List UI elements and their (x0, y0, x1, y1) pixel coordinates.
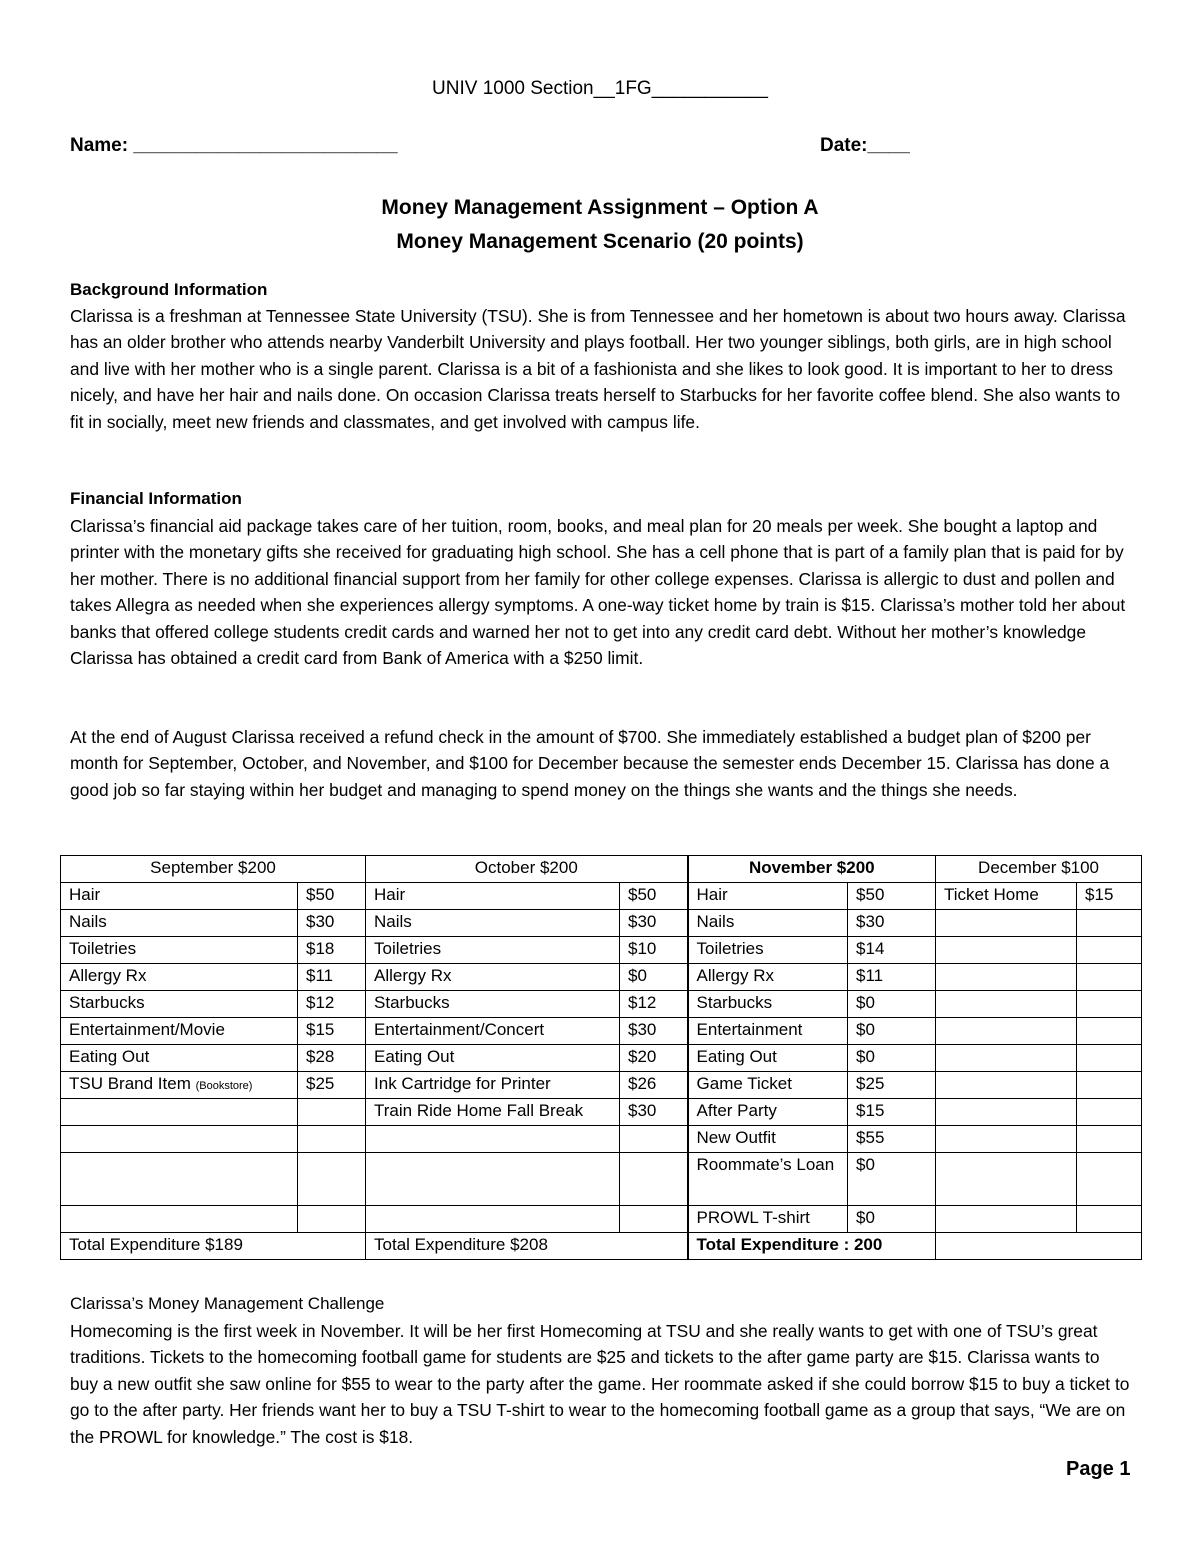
page-number: Page 1 (1066, 1458, 1131, 1480)
table-cell (1077, 1153, 1142, 1206)
table-row (61, 991, 1142, 1018)
table-cell: $20 (620, 1045, 688, 1072)
course-section-line: UNIV 1000 Section__1FG___________ (432, 78, 768, 99)
table-row (61, 1126, 1142, 1153)
table-cell: Entertainment (688, 1018, 848, 1045)
date-field-label: Date:____ (820, 135, 910, 156)
table-cell: $15 (298, 1018, 366, 1045)
table-cell (1077, 1072, 1142, 1099)
table-cell (61, 1206, 298, 1233)
table-cell: Toiletries (366, 937, 620, 964)
table-cell (1077, 1126, 1142, 1153)
table-row (61, 1072, 1142, 1099)
challenge-heading: Clarissa’s Money Management Challenge (70, 1294, 385, 1313)
table-cell (936, 1072, 1077, 1099)
table-cell: $0 (848, 1153, 936, 1206)
table-cell: $26 (620, 1072, 688, 1099)
table-cell: $30 (620, 910, 688, 937)
table-cell: $25 (298, 1072, 366, 1099)
table-cell (298, 1099, 366, 1126)
table-cell: $15 (1077, 883, 1142, 910)
table-row (61, 1153, 1142, 1206)
table-cell: New Outfit (688, 1126, 848, 1153)
table-cell: $50 (620, 883, 688, 910)
table-cell: Allergy Rx (61, 964, 298, 991)
table-cell: Ink Cartridge for Printer (366, 1072, 620, 1099)
table-cell: Allergy Rx (688, 964, 848, 991)
table-row (61, 1045, 1142, 1072)
table-cell: $12 (620, 991, 688, 1018)
total-october: Total Expenditure $208 (366, 1233, 688, 1260)
table-cell: $30 (848, 910, 936, 937)
table-cell: Toiletries (61, 937, 298, 964)
table-cell: Entertainment/Movie (61, 1018, 298, 1045)
header-december: December $100 (936, 856, 1142, 883)
table-totals-row (61, 1233, 1142, 1260)
table-cell (936, 964, 1077, 991)
table-cell: Eating Out (61, 1045, 298, 1072)
table-cell (298, 1153, 366, 1206)
table-cell: After Party (688, 1099, 848, 1126)
table-cell (298, 1126, 366, 1153)
table-cell: Roommate’s Loan (688, 1153, 848, 1206)
tsu-item-label: TSU Brand Item (69, 1074, 191, 1093)
name-field-label: Name: _________________________ (70, 135, 398, 156)
table-cell: $55 (848, 1126, 936, 1153)
table-cell: $0 (620, 964, 688, 991)
table-cell: Toiletries (688, 937, 848, 964)
table-cell (1077, 1206, 1142, 1233)
table-cell: Hair (61, 883, 298, 910)
table-cell (936, 1018, 1077, 1045)
table-cell (61, 1153, 298, 1206)
table-cell (936, 1153, 1077, 1206)
table-cell: Starbucks (61, 991, 298, 1018)
table-cell: $0 (848, 1206, 936, 1233)
table-row (61, 883, 1142, 910)
background-heading: Background Information (70, 280, 268, 299)
table-cell (1077, 937, 1142, 964)
table-row (61, 910, 1142, 937)
table-cell (936, 1099, 1077, 1126)
table-cell: $15 (848, 1099, 936, 1126)
table-cell: $11 (298, 964, 366, 991)
table-cell: PROWL T-shirt (688, 1206, 848, 1233)
table-cell: Starbucks (688, 991, 848, 1018)
table-cell: $0 (848, 1045, 936, 1072)
name-date-row (70, 135, 1130, 161)
table-cell (366, 1206, 620, 1233)
assignment-subtitle: Money Management Scenario (20 points) (396, 230, 804, 253)
table-cell (936, 991, 1077, 1018)
table-cell: Allergy Rx (366, 964, 620, 991)
table-cell (1077, 991, 1142, 1018)
table-cell (936, 1126, 1077, 1153)
table-cell: $30 (620, 1018, 688, 1045)
table-cell: Eating Out (688, 1045, 848, 1072)
table-cell: $30 (298, 910, 366, 937)
table-cell: Nails (61, 910, 298, 937)
budget-table (60, 855, 1142, 1260)
table-cell (1077, 910, 1142, 937)
financial-heading: Financial Information (70, 489, 242, 508)
tsu-item-note: (Bookstore) (195, 1080, 253, 1092)
table-cell: $30 (620, 1099, 688, 1126)
table-cell: Nails (688, 910, 848, 937)
table-row (61, 1206, 1142, 1233)
total-november: Total Expenditure : 200 (688, 1233, 936, 1260)
table-cell: $12 (298, 991, 366, 1018)
table-cell (620, 1153, 688, 1206)
table-cell: $50 (298, 883, 366, 910)
table-cell-tsu-item (61, 1072, 298, 1099)
table-row (61, 964, 1142, 991)
header-september: September $200 (61, 856, 366, 883)
table-cell (1077, 1045, 1142, 1072)
table-cell (366, 1153, 620, 1206)
table-cell: $0 (848, 1018, 936, 1045)
header-november: November $200 (688, 856, 936, 883)
background-paragraph: Clarissa is a freshman at Tennessee State University (TSU). She is from Tennessee and her hometown is about two hours away. Clarissa has an older brother who attends nearby Vanderbilt University and plays football. Her two younger siblings, both girls, are in high school and live with her mother who is a single parent. Clarissa is a bit of a fashionista and she likes to look good. It is important to her to dress nicely, and have her hair and nails done. On occasion Clarissa treats herself to Starbucks for her favorite coffee blend. She also wants to fit in socially, meet new friends and classmates, and get involved with campus life. (70, 306, 1126, 432)
refund-paragraph: At the end of August Clarissa received a refund check in the amount of $700. She immediately established a budget plan of $200 per month for September, October, and November, and $100 for December because the semester ends December 15. Clarissa has done a good job so far staying within her budget and managing to spend money on the things she wants and the things she needs. (70, 727, 1110, 800)
table-cell: $50 (848, 883, 936, 910)
table-cell (298, 1206, 366, 1233)
table-cell (366, 1126, 620, 1153)
table-row (61, 1099, 1142, 1126)
financial-paragraph: Clarissa’s financial aid package takes care of her tuition, room, books, and meal plan for 20 meals per week. She bought a laptop and printer with the monetary gifts she received for graduating high school. She has a cell phone that is part of a family plan that is paid for by her mother. There is no additional financial support from her family for other college expenses. Clarissa is allergic to dust and pollen and takes Allegra as needed when she experiences allergy symptoms. A one-way ticket home by train is $15. Clarissa’s mother told her about banks that offered college students credit cards and warned her not to get into any credit card debt. Without her mother’s knowledge Clarissa has obtained a credit card from Bank of America with a $250 limit. (70, 516, 1126, 669)
table-cell (620, 1126, 688, 1153)
total-december (936, 1233, 1142, 1260)
table-cell (936, 910, 1077, 937)
header-october: October $200 (366, 856, 688, 883)
total-september: Total Expenditure $189 (61, 1233, 366, 1260)
assignment-title: Money Management Assignment – Option A (381, 196, 819, 219)
table-cell: Train Ride Home Fall Break (366, 1099, 620, 1126)
table-cell (936, 1045, 1077, 1072)
table-cell: $0 (848, 991, 936, 1018)
table-cell: $28 (298, 1045, 366, 1072)
table-cell (1077, 1018, 1142, 1045)
table-cell: Hair (688, 883, 848, 910)
challenge-paragraph: Homecoming is the first week in November. It will be her first Homecoming at TSU and she really wants to get with one of TSU’s great traditions. Tickets to the homecoming football game for students are $25 and tickets to the after game party are $15. Clarissa wants to buy a new outfit she saw online for $55 to wear to the party after the game. Her roommate asked if she could borrow $15 to buy a ticket to go to the after party. Her friends want her to buy a TSU T-shirt to wear to the homecoming football game as a group that says, “We are on the PROWL for knowledge.” The cost is $18. (70, 1321, 1130, 1447)
table-cell: Starbucks (366, 991, 620, 1018)
table-cell (1077, 964, 1142, 991)
table-cell: Hair (366, 883, 620, 910)
table-cell: Game Ticket (688, 1072, 848, 1099)
table-cell: $14 (848, 937, 936, 964)
table-cell: $11 (848, 964, 936, 991)
table-cell (1077, 1099, 1142, 1126)
table-cell: $10 (620, 937, 688, 964)
table-cell: $25 (848, 1072, 936, 1099)
table-row (61, 937, 1142, 964)
table-row (61, 1018, 1142, 1045)
table-header-row (61, 856, 1142, 883)
table-cell: Ticket Home (936, 883, 1077, 910)
table-cell: Entertainment/Concert (366, 1018, 620, 1045)
table-cell (61, 1126, 298, 1153)
table-cell: Eating Out (366, 1045, 620, 1072)
table-cell (61, 1099, 298, 1126)
table-cell (936, 1206, 1077, 1233)
table-cell (620, 1206, 688, 1233)
table-cell: Nails (366, 910, 620, 937)
table-cell (936, 937, 1077, 964)
table-cell: $18 (298, 937, 366, 964)
